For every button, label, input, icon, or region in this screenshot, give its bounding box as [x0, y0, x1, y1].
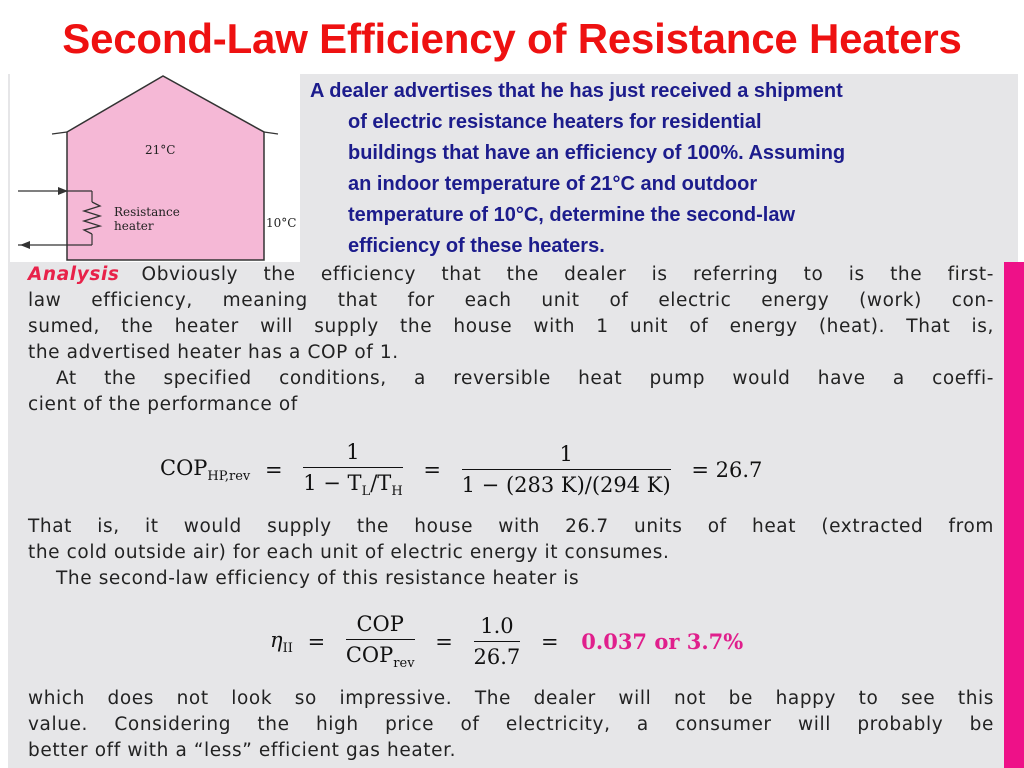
cop-equation: $COP_{HP,rev}$ = $\frac{1}{1 - T_L/T_H}$ = $\frac{1}{1 - (283 K)/(294 K)}$ = 26.7 — [160, 440, 763, 500]
heater-label-2: heater — [114, 219, 154, 233]
analysis-line: That is, it would supply the house with 26.7 units of heat (extracted from — [28, 516, 994, 537]
analysis-line: Obviously the efficiency that the dealer is referring to is the first- — [141, 264, 994, 285]
analysis-paragraph-1 — [28, 262, 994, 418]
efficiency-result: 0.037 or 3.7% — [581, 629, 744, 655]
efficiency-fraction-1: $\frac{\text{COP}}{COP_{rev}}$ — [345, 612, 415, 672]
analysis-paragraph-5 — [28, 686, 994, 764]
problem-line: efficiency of these heaters. — [348, 235, 605, 257]
analysis-line: The second-law efficiency of this resistance heater is — [56, 568, 580, 589]
analysis-line: cient of the performance of — [28, 394, 298, 415]
arrow-out-icon — [20, 241, 30, 249]
analysis-line: At the specified conditions, a reversible heat pump would have a coeffi- — [56, 368, 994, 389]
analysis-line: which does not look so impressive. The dealer will not be happy to see this — [28, 688, 994, 709]
problem-line: an indoor temperature of 21°C and outdoor — [348, 173, 758, 195]
problem-line: buildings that have an efficiency of 100%. Assuming — [348, 142, 846, 164]
inside-temp-label: 21°C — [145, 143, 176, 157]
cop-fraction-2: $\frac{1}{1 - (283 K)/(294 K)}$ — [461, 442, 671, 498]
house-diagram — [10, 74, 300, 262]
analysis-line: value. Considering the high price of electricity, a consumer will probably be — [28, 714, 994, 735]
problem-line: temperature of 10°C, determine the second-law — [348, 204, 796, 226]
analysis-line: sumed, the heater will supply the house with 1 unit of energy (heat). That is, — [28, 316, 994, 337]
problem-line: of electric resistance heaters for residential — [348, 111, 762, 133]
analysis-line: better off with a “less” efficient gas heater. — [28, 740, 457, 761]
accent-bar — [1004, 262, 1024, 768]
analysis-paragraph-3 — [28, 514, 994, 592]
house-figure — [10, 74, 300, 262]
slide-title: Second-Law Efficiency of Resistance Heaters — [62, 15, 962, 62]
cop-fraction-1: $\frac{1}{1 - T_L/T_H}$ — [303, 440, 403, 500]
efficiency-equation: $\eta_{II}$ = $\frac{\text{COP}}{COP_{rev}}$ = $\frac{1.0}{26.7}$ = 0.037 or 3.7% — [270, 612, 744, 672]
cop-lhs-sub: HP,rev — [207, 468, 251, 484]
eta-symbol: η — [270, 627, 283, 652]
analysis-line: the cold outside air) for each unit of electric energy it consumes. — [28, 542, 670, 563]
problem-statement — [310, 76, 1000, 262]
efficiency-fraction-2: $\frac{1.0}{26.7}$ — [473, 614, 521, 670]
analysis-line: law efficiency, meaning that for each unit of electric energy (work) con- — [28, 290, 994, 311]
outside-temp-label: 10°C — [266, 216, 297, 230]
heater-label-1: Resistance — [114, 205, 180, 219]
analysis-line: the advertised heater has a COP of 1. — [28, 342, 399, 363]
house-shape — [67, 76, 264, 260]
problem-line: A dealer advertises that he has just received a shipment — [310, 80, 843, 102]
eta-sub: II — [282, 640, 293, 656]
cop-result: = 26.7 — [691, 457, 763, 482]
cop-lhs: COP — [160, 455, 208, 480]
analysis-label: Analysis — [28, 264, 120, 285]
